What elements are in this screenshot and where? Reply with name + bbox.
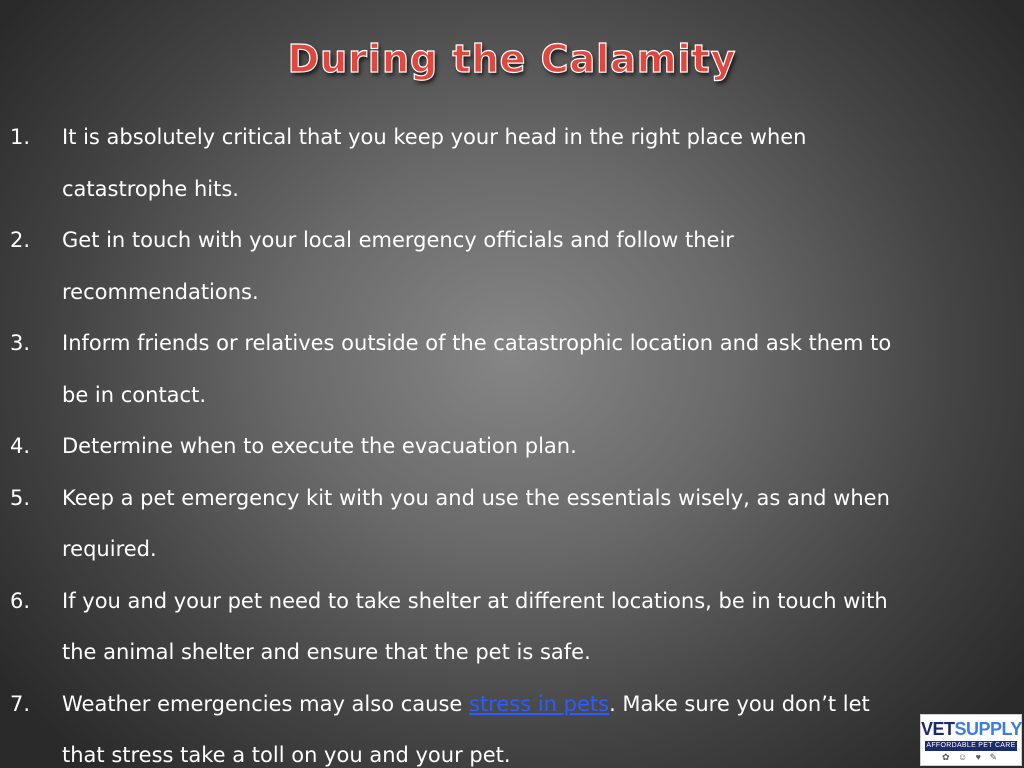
step-text: It is absolutely critical that you keep your head in the right place when catastrophe hits. [62, 125, 807, 201]
step-text: Determine when to execute the evacuation plan. [62, 434, 577, 458]
step-text: Get in touch with your local emergency officials and follow their recommendations. [62, 228, 734, 304]
step-number: 4. [10, 434, 31, 458]
logo-wordmark: VETSUPPLY [921, 719, 1022, 739]
step-text: Weather emergencies may also cause stress in pets. Make sure you don’t let that stress take a toll on you and your pet. [62, 691, 870, 767]
list-item [0, 576, 1000, 679]
step-number: 2. [10, 228, 31, 252]
step-text: Keep a pet emergency kit with you and use the essentials wisely, as and when required. [62, 485, 890, 561]
list-item [0, 473, 1000, 576]
list-item [0, 318, 1000, 421]
list-item [0, 215, 1000, 318]
pet-icons: ✿ ☺ ♥ ✎ [941, 752, 1001, 762]
step-text: Inform friends or relatives outside of the catastrophic location and ask them to be in contact. [62, 331, 892, 407]
step-number: 1. [10, 125, 31, 149]
step-number: 3. [10, 331, 31, 355]
logo-tagline: AFFORDABLE PET CARE [926, 742, 1016, 749]
list-item [0, 112, 1000, 215]
step-number: 5. [10, 485, 31, 510]
slide-title: During the Calamity [287, 37, 737, 81]
step-text: If you and your pet need to take shelter at different locations, be in touch with the animal shelter and ensure that the pet is safe. [62, 588, 888, 664]
stress-in-pets-link[interactable]: stress in pets [469, 691, 610, 716]
list-item [0, 679, 1000, 768]
step-number: 6. [10, 588, 31, 613]
list-item [0, 421, 1000, 473]
steps-list [0, 112, 1000, 768]
vetsupply-logo [920, 714, 1022, 766]
step-number: 7. [10, 691, 31, 716]
